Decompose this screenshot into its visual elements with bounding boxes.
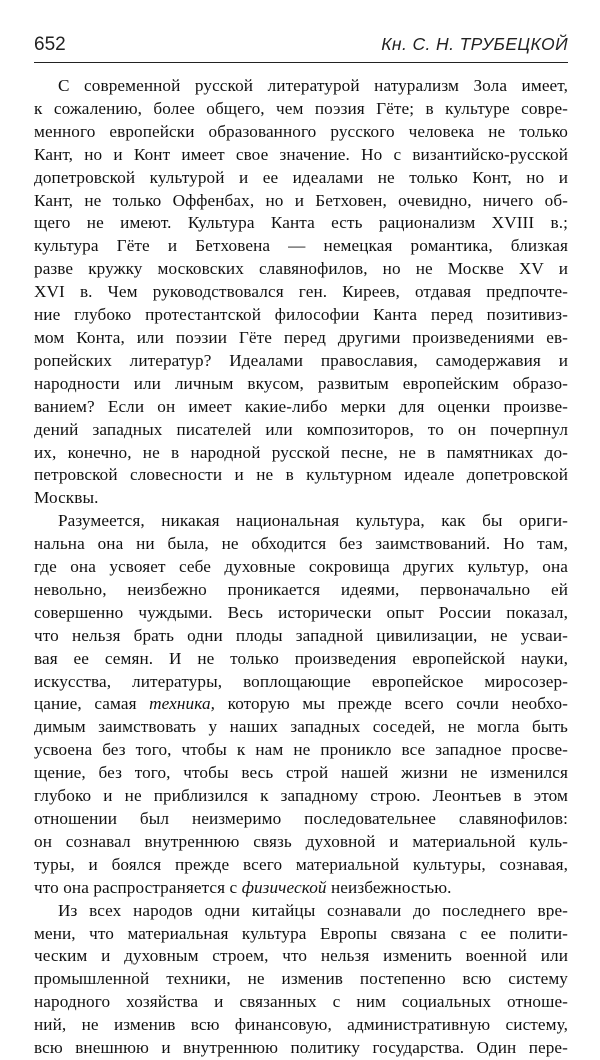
running-head: Кн. С. Н. ТРУБЕЦКОЙ <box>381 34 568 54</box>
text-line: всю внешнюю и внутреннюю политику государства. Один пере- <box>34 1038 568 1058</box>
paragraph <box>34 510 568 899</box>
text-line: разве кружку московских славянофилов, но не Москве XV и <box>34 259 568 279</box>
page-number: 652 <box>34 34 66 55</box>
text-run: что она распространяется с <box>34 877 242 897</box>
text-line: щение, без того, чтобы весь строй нашей жизни не изменился <box>34 763 568 783</box>
text-line: к сожалению, более общего, чем поэзия Гёте; в культуре совре- <box>34 98 568 118</box>
text-line: ние глубоко протестантской философии Канта перед позитивиз- <box>34 305 568 325</box>
text-line: С современной русской литературой натурализм Зола имеет, <box>58 76 568 95</box>
text-line: Кант, но и Конт имеет свое значение. Но с византийско-русской <box>34 144 568 164</box>
text-line: ванием? Если он имеет какие-либо мерки для оценки произве- <box>34 396 568 416</box>
text-line: димым заимствовать у наших западных соседей, не могла быть <box>34 717 568 737</box>
text-line: он сознавал внутреннюю связь духовной и материальной куль- <box>34 831 568 851</box>
text-line <box>34 693 568 716</box>
text-line: искусства, литературы, воплощающие европейское миросозер- <box>34 671 568 691</box>
text-line: петровской словесности и не в культурном идеале допетровской <box>34 465 568 485</box>
text-line: дений западных писателей или композиторов, то он почерпнул <box>34 419 568 439</box>
text-line: ропейских литератур? Идеалами православия, самодержавия и <box>34 350 568 370</box>
text-line: народного хозяйства и связанных с ним социальных отноше- <box>34 992 568 1012</box>
text-line: где она усвояет себе духовные сокровища других культур, она <box>34 557 568 577</box>
text-line: народности или личным вкусом, развитым европейским образо- <box>34 373 568 393</box>
emphasis-text: техника, <box>149 694 216 714</box>
text-line: невольно, неизбежно проникается идеями, первоначально ей <box>34 579 568 599</box>
text-line: что нельзя брать одни плоды западной цивилизации, не усваи- <box>34 625 568 645</box>
text-line: Москвы. <box>34 488 99 508</box>
text-run: цание, самая <box>34 694 150 714</box>
text-line: менного европейски образованного русского человека не только <box>34 121 568 141</box>
text-line: промышленной техники, не изменив постепенно всю систему <box>34 969 568 989</box>
paragraph <box>34 75 568 510</box>
text-line: ческим и духовным строем, что нельзя изменить военной или <box>34 946 568 966</box>
text-line: усвоена без того, чтобы к нам не проникло все западное просве- <box>34 740 568 760</box>
text-line: глубоко и не приблизился к западному строю. Леонтьев в этом <box>34 786 568 806</box>
paragraph <box>34 900 568 1060</box>
text-line: вая ее семян. И не только произведения европейской науки, <box>34 648 568 668</box>
text-line: мени, что материальная культура Европы связана с ее полити- <box>34 923 568 943</box>
text-line: Из всех народов одни китайцы сознавали до последнего вре- <box>58 900 568 920</box>
text-line: Разумеется, никакая национальная культура, как бы ориги- <box>58 511 568 531</box>
text-run: неизбежностью. <box>326 877 452 897</box>
text-line: совершенно чуждыми. Весь исторически опыт России показал, <box>34 602 568 622</box>
text-line: отношении был неизмеримо последовательнее славянофилов: <box>34 809 568 828</box>
text-line: мом Конта, или поэзии Гёте перед другими произведениями ев- <box>34 327 568 347</box>
page-header <box>34 30 568 63</box>
emphasis-text: физической <box>241 877 327 897</box>
body-text <box>34 75 568 1060</box>
text-line: культура Гёте и Бетховена — немецкая романтика, близкая <box>34 236 568 256</box>
text-line: XVI в. Чем руководствовался ген. Киреев, отдавая предпочте- <box>34 282 568 302</box>
text-line: щего не имеют. Культура Канта есть рационализм XVIII в.; <box>34 213 568 233</box>
text-line: нальна она ни была, не обходится без заимствований. Но там, <box>34 534 568 554</box>
text-run: которую мы прежде всего сочли необхо- <box>215 694 568 714</box>
text-line: их, конечно, не в народной русской песне, не в памятниках до- <box>34 442 568 462</box>
text-line: туры, и боялся прежде всего материальной культуры, сознавая, <box>34 854 568 874</box>
text-line: ний, не изменив всю финансовую, административную систему, <box>34 1015 568 1035</box>
text-line: допетровской культурой и ее идеалами не только Конт, но и <box>34 167 568 187</box>
book-page <box>34 30 568 1060</box>
text-line <box>34 877 568 900</box>
text-line: Кант, не только Оффенбах, но и Бетховен, очевидно, ничего об- <box>34 190 568 210</box>
